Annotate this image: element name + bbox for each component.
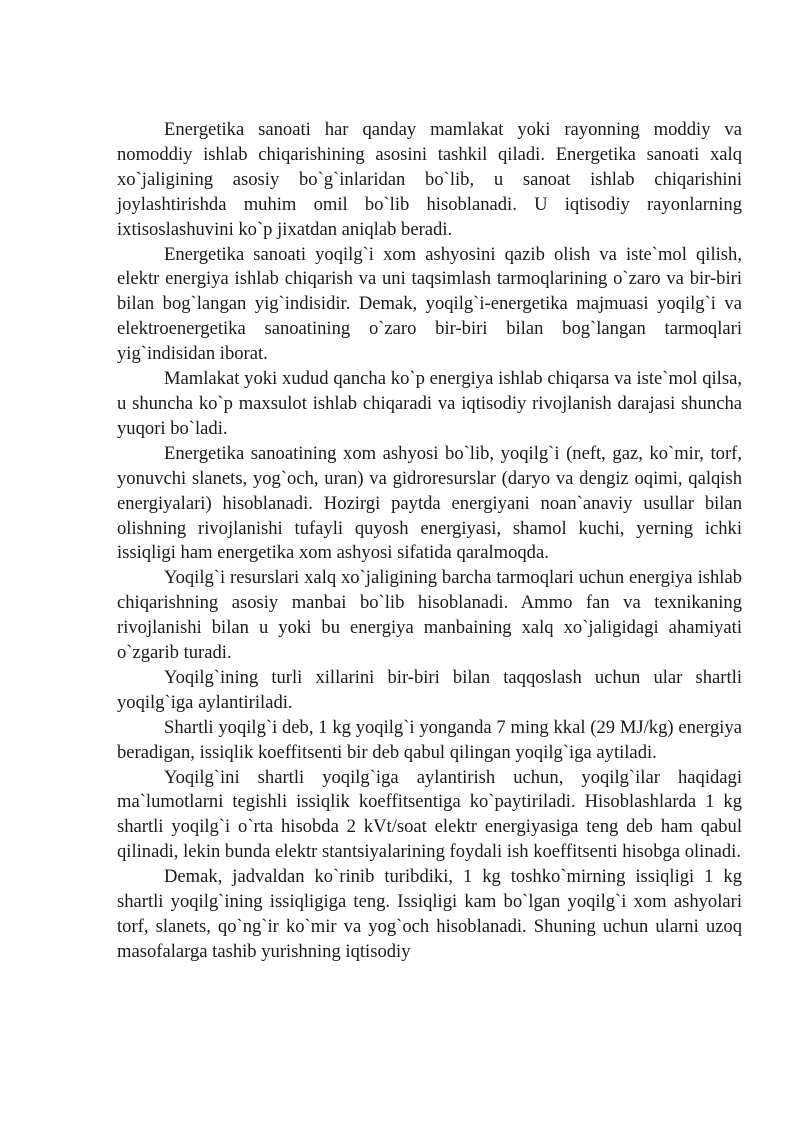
paragraph-9: Demak, jadvaldan ko`rinib turibdiki, 1 kg toshko`mirning issiqligi 1 kg shartli yoqilg`ining issiqligiga teng. Issiqligi kam bo`lgan yoqilg`i xom ashyolari torf, slanets, qo`ng`ir ko`mir va yog`och hisoblanadi. Shuning uchun ularni uzoq masofalarga tashib yurishning iqtisodiy (117, 866, 742, 962)
paragraph-2: Energetika sanoati yoqilg`i xom ashyosini qazib olish va iste`mol qilish, elektr energiya ishlab chiqarish va uni taqsimlash tarmoqlarining o`zaro va bir-biri bilan bog`langan yig`indisidir. Demak, yoqilg`i-energetika majmuasi yoqilg`i va elektroenergetika sanoatining o`zaro bir-biri bilan bog`langan tarmoqlari yig`indisidan iborat. (117, 243, 742, 365)
paragraph-4: Energetika sanoatining xom ashyosi bo`lib, yoqilg`i (neft, gaz, ko`mir, torf, yonuvchi slanets, yog`och, uran) va gidroresurslar (daryo va dengiz oqimi, qalqish energiyalari) hisoblanadi. Hozirgi paytda energiyani noan`anaviy usullar bilan olishning rivojlanishi tufayli quyosh energiyasi, shamol kuchi, yerning ichki issiqligi ham energetika xom ashyosi sifatida qaralmoqda. (117, 442, 742, 564)
document-body (117, 118, 742, 965)
paragraph-6: Yoqilg`ining turli xillarini bir-biri bilan taqqoslash uchun ular shartli yoqilg`iga aylantiriladi. (117, 666, 742, 713)
paragraph-7: Shartli yoqilg`i deb, 1 kg yoqilg`i yonganda 7 ming kkal (29 MJ/kg) energiya beradigan, issiqlik koeffitsenti bir deb qabul qilingan yoqilg`iga aytiladi. (117, 716, 742, 763)
paragraph-3: Mamlakat yoki xudud qancha ko`p energiya ishlab chiqarsa va iste`mol qilsa, u shuncha ko`p maxsulot ishlab chiqaradi va iqtisodiy rivojlanish darajasi shuncha yuqori bo`ladi. (117, 368, 742, 439)
paragraph-5: Yoqilg`i resurslari xalq xo`jaligining barcha tarmoqlari uchun energiya ishlab chiqarishning asosiy manbai bo`lib hisoblanadi. Ammo fan va texnikaning rivojlanishi bilan u yoki bu energiya manbaining xalq xo`jaligidagi ahamiyati o`zgarib turadi. (117, 567, 742, 664)
paragraph-1: Energetika sanoati har qanday mamlakat yoki rayonning moddiy va nomoddiy ishlab chiqarishining asosini tashkil qiladi. Energetika sanoati xalq xo`jaligining asosiy bo`g`inlaridan bo`lib, u sanoat ishlab chiqarishini joylashtirishda muhim omil bo`lib hisoblanadi. U iqtisodiy rayonlarning ixtisoslashuvini ko`p jixatdan aniqlab beradi. (117, 119, 742, 240)
paragraph-8: Yoqilg`ini shartli yoqilg`iga aylantirish uchun, yoqilg`ilar haqidagi ma`lumotlarni tegishli issiqlik koeffitsentiga ko`paytiriladi. Hisoblashlarda 1 kg shartli yoqilg`i o`rta hisobda 2 kVt/soat elektr energiyasiga teng deb ham qabul qilinadi, lekin bunda elektr stantsiyalarining foydali ish koeffitsenti hisobga olinadi. (117, 766, 742, 863)
